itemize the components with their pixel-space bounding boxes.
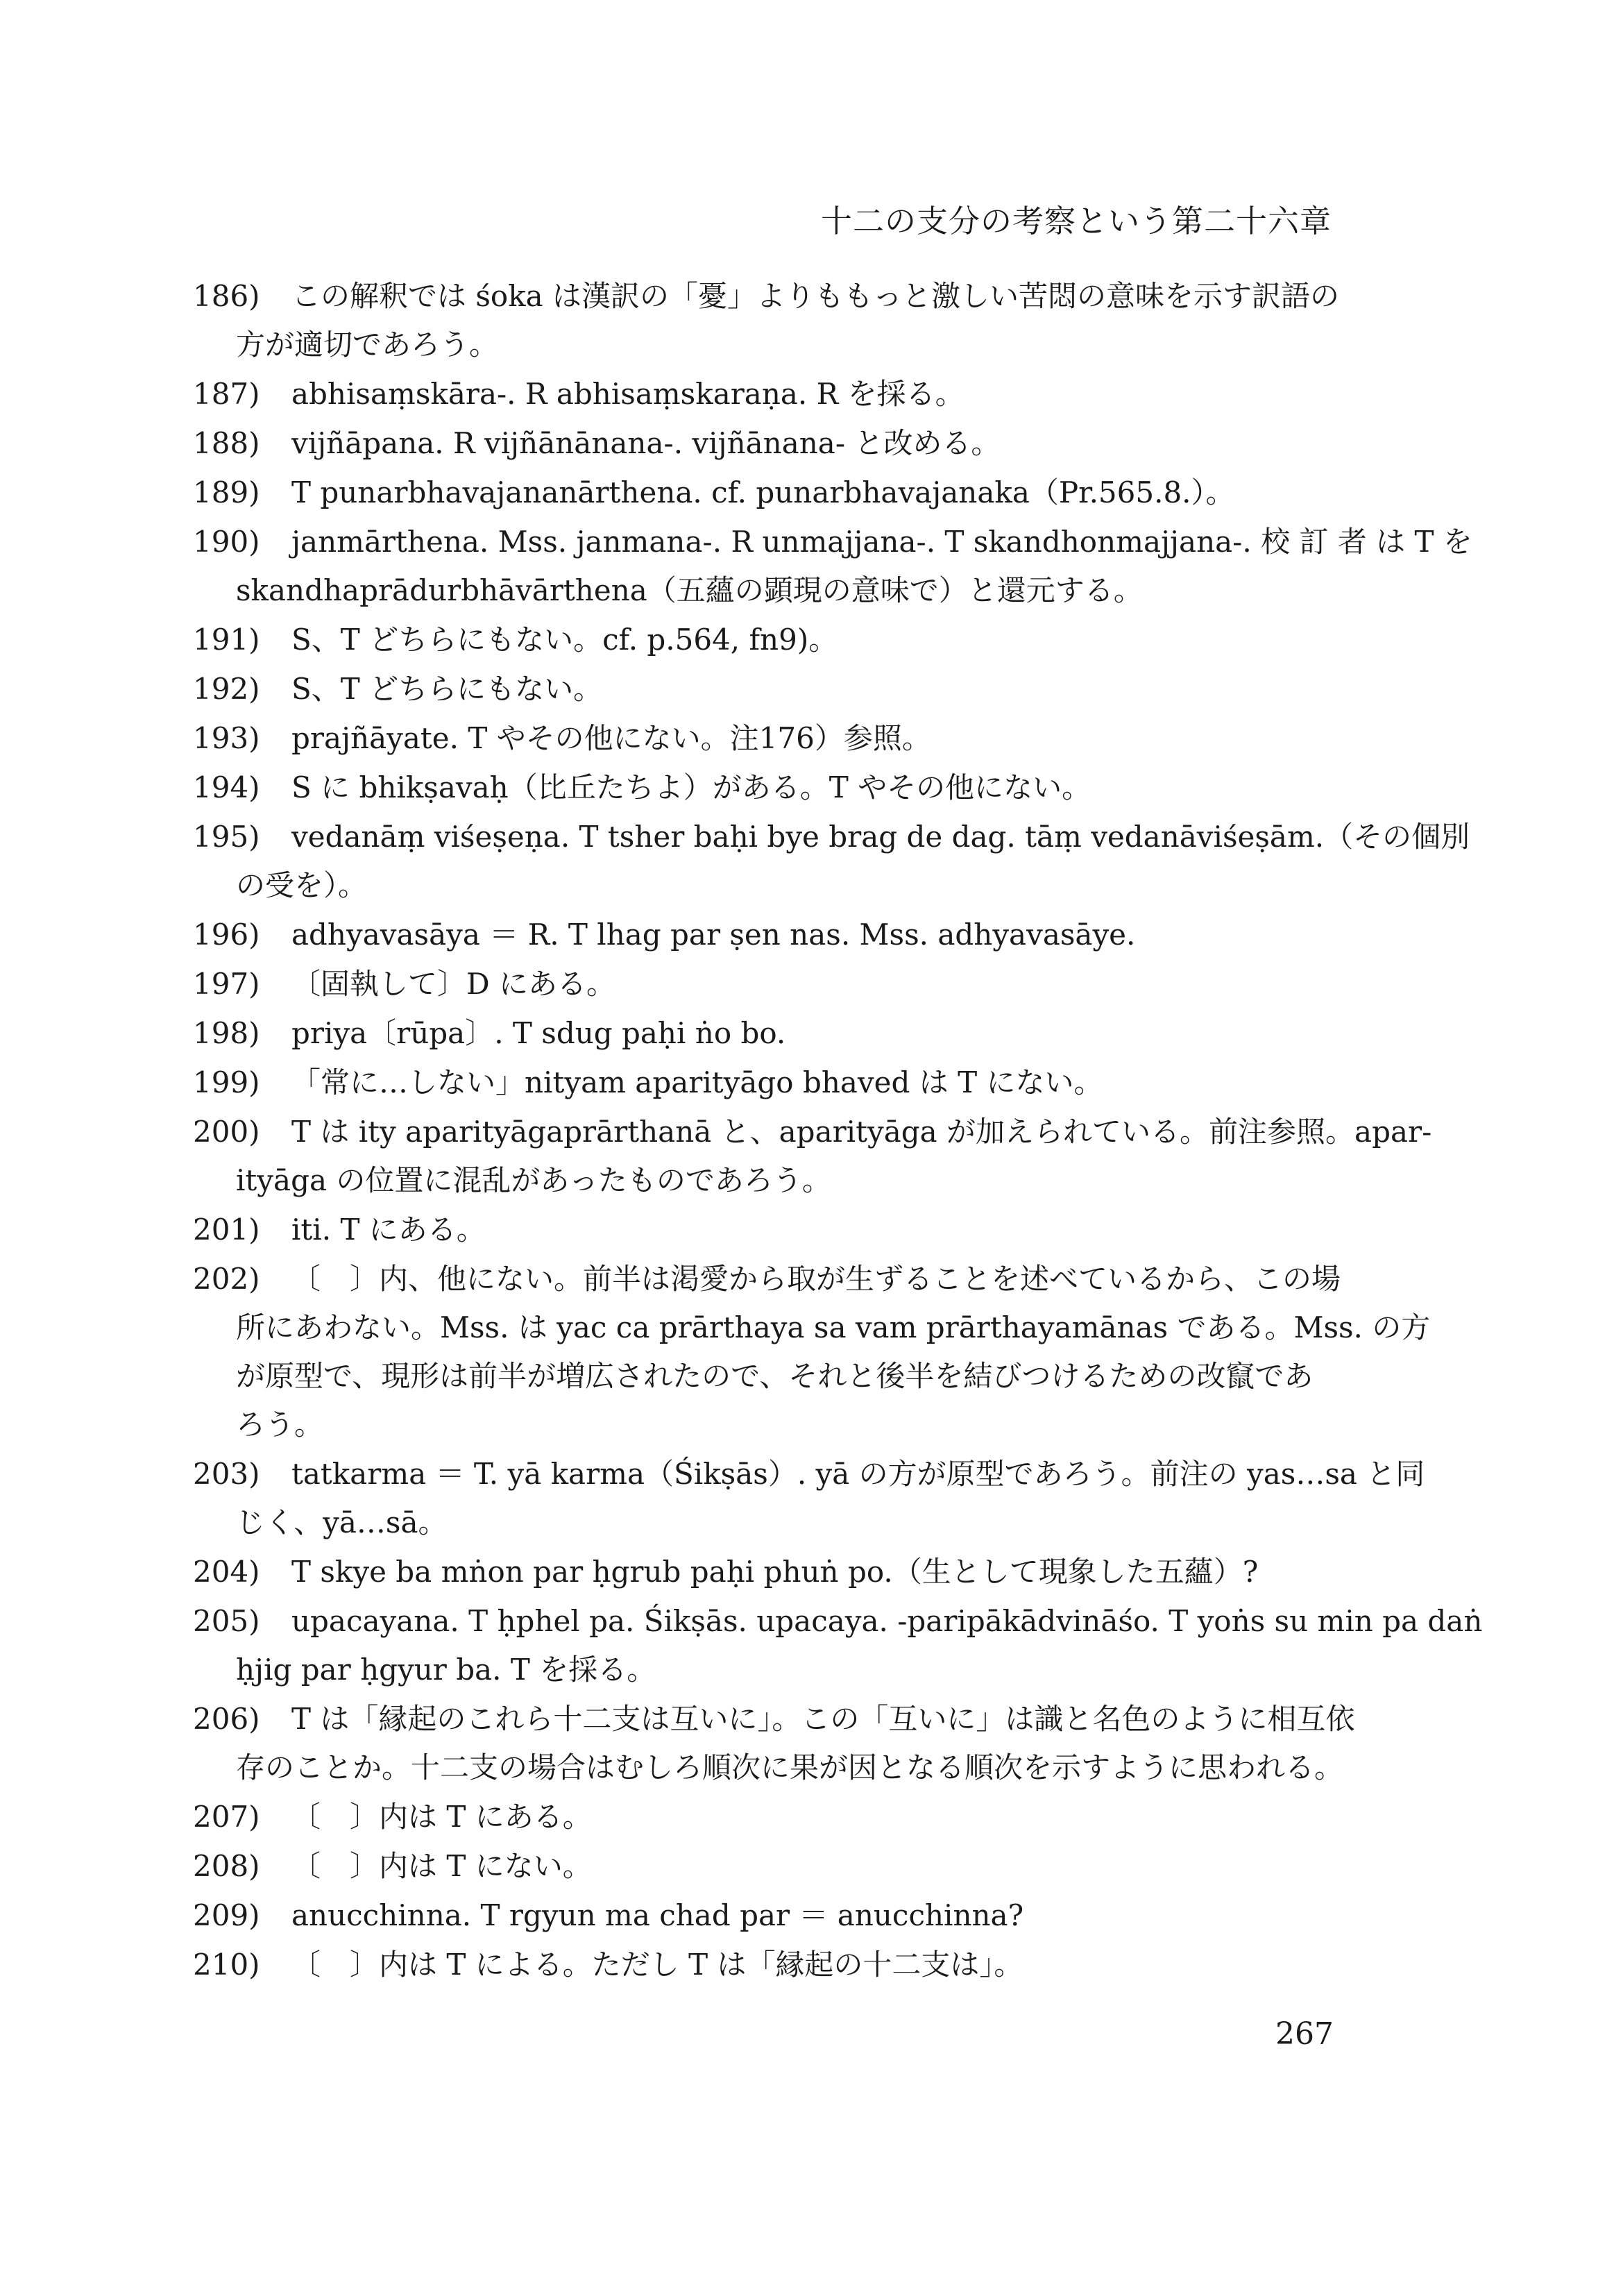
- running-header: 十二の支分の考察という第二十六章: [820, 203, 1332, 239]
- footnote-line: 〔固執して〕D にある。: [291, 967, 616, 1001]
- footnote-line: iti. T にある。: [291, 1213, 486, 1247]
- footnote: [193, 813, 1470, 910]
- footnote: [193, 911, 1376, 959]
- footnote: [193, 1695, 1376, 1792]
- footnote-line: 「常に…しない」nityam aparityāgo bhaved は T にない。: [291, 1065, 1103, 1099]
- footnote: [193, 1891, 1376, 1940]
- footnote-line: skandhaprādurbhāvārthena（五蘊の顕現の意味で）と還元する。: [236, 573, 1143, 607]
- footnote-number: 198): [193, 1016, 260, 1050]
- footnote-number: 196): [193, 918, 260, 952]
- footnote-text: [291, 616, 1376, 664]
- footnote-number: 205): [193, 1604, 260, 1638]
- footnote-line: vedanāṃ viśeṣeṇa. T tsher baḥi bye brag de dag. tāṃ vedanāviśeṣām.（その個別: [291, 820, 1470, 854]
- footnote-line: の受を）。: [236, 868, 368, 902]
- footnote-number: 187): [193, 377, 260, 411]
- footnote-text: [291, 1793, 1376, 1841]
- footnote-number: 194): [193, 770, 260, 804]
- footnote-line: 〔 〕内、他にない。前半は渇愛から取が生ずることを述べているから、この場: [291, 1262, 1341, 1296]
- footnote-number: 190): [193, 525, 260, 559]
- footnote-line: T skye ba mṅon par ḥgrub paḥi phuṅ po.（生として現象した五蘊）?: [291, 1555, 1259, 1589]
- footnote-line: 〔 〕内は T にない。: [291, 1849, 592, 1883]
- footnote: [193, 1206, 1376, 1254]
- footnote-text: [236, 813, 1470, 910]
- footnote-number: 210): [193, 1948, 260, 1982]
- footnote-line: upacayana. T ḥphel pa. Śikṣās. upacaya. -paripākādvināśo. T yoṅs su min pa daṅ: [291, 1604, 1483, 1638]
- footnote: [193, 763, 1376, 812]
- footnote: [193, 1058, 1376, 1107]
- footnote-text: [291, 665, 1376, 714]
- footnote-line: が原型で、現形は前半が増広されたので、それと後半を結びつけるための改竄であ: [236, 1359, 1314, 1393]
- footnote-number: 192): [193, 672, 260, 706]
- footnote-line: prajñāyate. T やその他にない。注176）参照。: [291, 721, 931, 755]
- footnote-number: 188): [193, 426, 260, 460]
- page-number: 267: [1275, 2016, 1334, 2052]
- footnote-line: adhyavasāya ＝ R. T lhag par ṣen nas. Mss. adhyavasāye.: [291, 918, 1136, 952]
- footnote-text: [291, 370, 1376, 419]
- footnote-text: [291, 1009, 1376, 1058]
- footnote: [193, 1108, 1432, 1205]
- footnote-line: S に bhikṣavaḥ（比丘たちよ）がある。T やその他にない。: [291, 770, 1091, 804]
- footnote-text: [236, 1597, 1483, 1694]
- footnote-line: T は ity aparityāgaprārthanā と、aparityāga が加えられている。前注参照。apar-: [291, 1115, 1432, 1149]
- footnote-text: [291, 1548, 1376, 1596]
- footnote: [193, 714, 1376, 763]
- footnote-number: 186): [193, 279, 260, 313]
- footnote-line: ろう。: [236, 1408, 324, 1442]
- footnote-list: [193, 272, 1483, 1990]
- footnote-text: [291, 1891, 1376, 1940]
- footnote-line: 存のことか。十二支の場合はむしろ順次に果が因となる順次を示すように思われる。: [236, 1750, 1344, 1784]
- footnote-line: この解釈では śoka は漢訳の「憂」よりももっと激しい苦悶の意味を示す訳語の: [291, 279, 1340, 313]
- footnote-text: [236, 272, 1376, 369]
- footnote-text: [291, 714, 1376, 763]
- footnote-number: 207): [193, 1800, 260, 1834]
- footnote-number: 191): [193, 623, 260, 657]
- footnote-text: [236, 1108, 1432, 1205]
- footnote: [193, 370, 1376, 419]
- footnote-line: ḥjig par ḥgyur ba. T を採る。: [236, 1653, 656, 1687]
- footnote-line: anucchinna. T rgyun ma chad par ＝ anucchinna?: [291, 1898, 1024, 1932]
- footnote: [193, 1842, 1376, 1891]
- footnote: [193, 1941, 1376, 1989]
- footnote-line: S、T どちらにもない。: [291, 672, 603, 706]
- footnote: [193, 1450, 1425, 1547]
- footnote-line: 〔 〕内は T による。ただし T は「縁起の十二支は」。: [291, 1948, 1023, 1982]
- footnote: [193, 1009, 1376, 1058]
- footnote-line: ityāga の位置に混乱があったものであろう。: [236, 1163, 831, 1197]
- footnote: [193, 960, 1376, 1008]
- footnote: [193, 469, 1376, 517]
- footnote-line: 所にあわない。Mss. は yac ca prārthaya sa vam prārthayamānas である。Mss. の方: [236, 1310, 1431, 1344]
- footnote-text: [291, 469, 1376, 517]
- footnote-number: 203): [193, 1457, 260, 1491]
- footnote-text: [291, 419, 1376, 468]
- footnote: [193, 1255, 1431, 1449]
- footnote-number: 201): [193, 1213, 260, 1247]
- footnote-line: abhisaṃskāra-. R abhisaṃskaraṇa. R を採る。: [291, 377, 965, 411]
- footnote-number: 195): [193, 820, 260, 854]
- footnote-number: 193): [193, 721, 260, 755]
- footnote-line: janmārthena. Mss. janmana-. R unmajjana-. T skandhonmajjana-. 校 訂 者 は T を: [291, 525, 1472, 559]
- footnote: [193, 1597, 1483, 1694]
- footnote-text: [236, 1450, 1425, 1547]
- footnote: [193, 616, 1376, 664]
- footnote-line: 方が適切であろう。: [236, 328, 499, 362]
- footnote-number: 202): [193, 1262, 260, 1296]
- footnote-text: [236, 1695, 1376, 1792]
- footnote-number: 204): [193, 1555, 260, 1589]
- footnote-number: 199): [193, 1065, 260, 1099]
- footnote-text: [236, 1255, 1431, 1449]
- footnote-number: 200): [193, 1115, 260, 1149]
- footnote-line: priya〔rūpa〕. T sdug paḥi ṅo bo.: [291, 1016, 786, 1050]
- footnote: [193, 272, 1376, 369]
- footnote-text: [236, 518, 1472, 615]
- footnote-text: [291, 1941, 1376, 1989]
- footnote-text: [291, 960, 1376, 1008]
- footnote-number: 208): [193, 1849, 260, 1883]
- footnote-line: S、T どちらにもない。cf. p.564, fn9)。: [291, 623, 838, 657]
- footnote: [193, 1793, 1376, 1841]
- footnote-line: じく、yā…sā。: [236, 1505, 448, 1539]
- footnote-number: 197): [193, 967, 260, 1001]
- footnote: [193, 419, 1376, 468]
- footnote-number: 209): [193, 1898, 260, 1932]
- footnote-number: 189): [193, 475, 260, 509]
- footnote-text: [291, 1206, 1376, 1254]
- footnote-line: vijñāpana. R vijñānānana-. vijñānana- と改める。: [291, 426, 1001, 460]
- footnote-text: [291, 911, 1376, 959]
- footnote: [193, 518, 1472, 615]
- footnote-line: T は「縁起のこれら十二支は互いに」。この「互いに」は識と名色のように相互依: [291, 1702, 1355, 1736]
- footnote-number: 206): [193, 1702, 260, 1736]
- footnote-line: T punarbhavajananārthena. cf. punarbhavajanaka（Pr.565.8.）。: [291, 475, 1235, 509]
- footnote-text: [291, 1058, 1376, 1107]
- footnote: [193, 665, 1376, 714]
- footnote: [193, 1548, 1376, 1596]
- footnote-text: [291, 763, 1376, 812]
- footnote-line: tatkarma ＝ T. yā karma（Śikṣās）. yā の方が原型であろう。前注の yas…sa と同: [291, 1457, 1425, 1491]
- footnote-text: [291, 1842, 1376, 1891]
- footnote-line: 〔 〕内は T にある。: [291, 1800, 592, 1834]
